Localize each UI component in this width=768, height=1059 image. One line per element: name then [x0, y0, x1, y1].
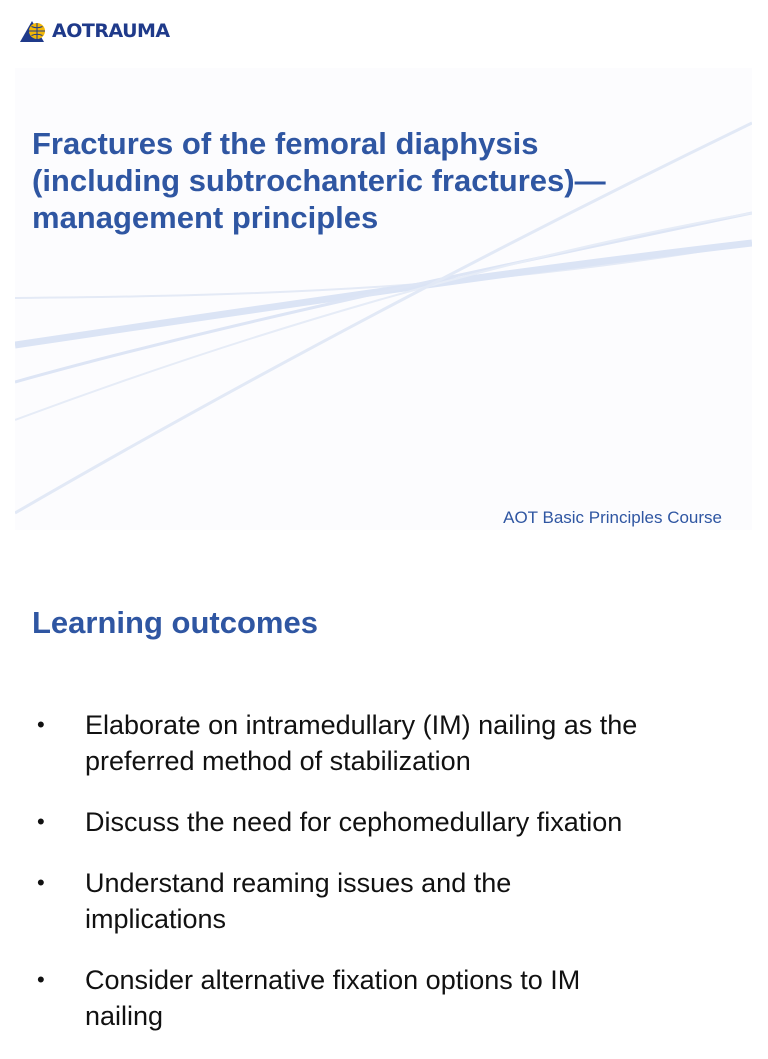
- outcome-line: Understand reaming issues and the: [85, 868, 512, 898]
- list-item: [0, 962, 768, 1034]
- ao-logo-triangle-globe-icon: [19, 19, 49, 43]
- logo-text: AOTRAUMA: [52, 20, 170, 42]
- aotrauma-logo: [19, 18, 170, 44]
- list-item: [0, 865, 768, 937]
- outcome-line: Consider alternative fixation options to IM: [85, 965, 581, 995]
- list-item: [0, 707, 768, 779]
- title-line: Fractures of the femoral diaphysis: [32, 126, 539, 161]
- course-name: AOT Basic Principles Course: [503, 508, 722, 527]
- title-line: (including subtrochanteric fractures)—: [32, 163, 606, 198]
- learning-outcomes-list: [0, 707, 768, 1059]
- title-line: management principles: [32, 200, 379, 235]
- list-item: [0, 804, 768, 840]
- title-slide-thumbnail: [15, 68, 752, 530]
- outcome-line: Elaborate on intramedullary (IM) nailing as the: [85, 710, 638, 740]
- bullet-icon: •: [37, 809, 45, 834]
- bullet-icon: •: [37, 870, 45, 895]
- learning-outcomes-heading: Learning outcomes: [32, 605, 318, 640]
- bullet-icon: •: [37, 712, 45, 737]
- outcome-line: preferred method of stabilization: [85, 746, 471, 776]
- outcome-line: nailing: [85, 1001, 164, 1031]
- outcome-line: Discuss the need for cephomedullary fixation: [85, 807, 623, 837]
- bullet-icon: •: [37, 967, 45, 992]
- presentation-title: [32, 125, 712, 236]
- outcome-line: implications: [85, 904, 227, 934]
